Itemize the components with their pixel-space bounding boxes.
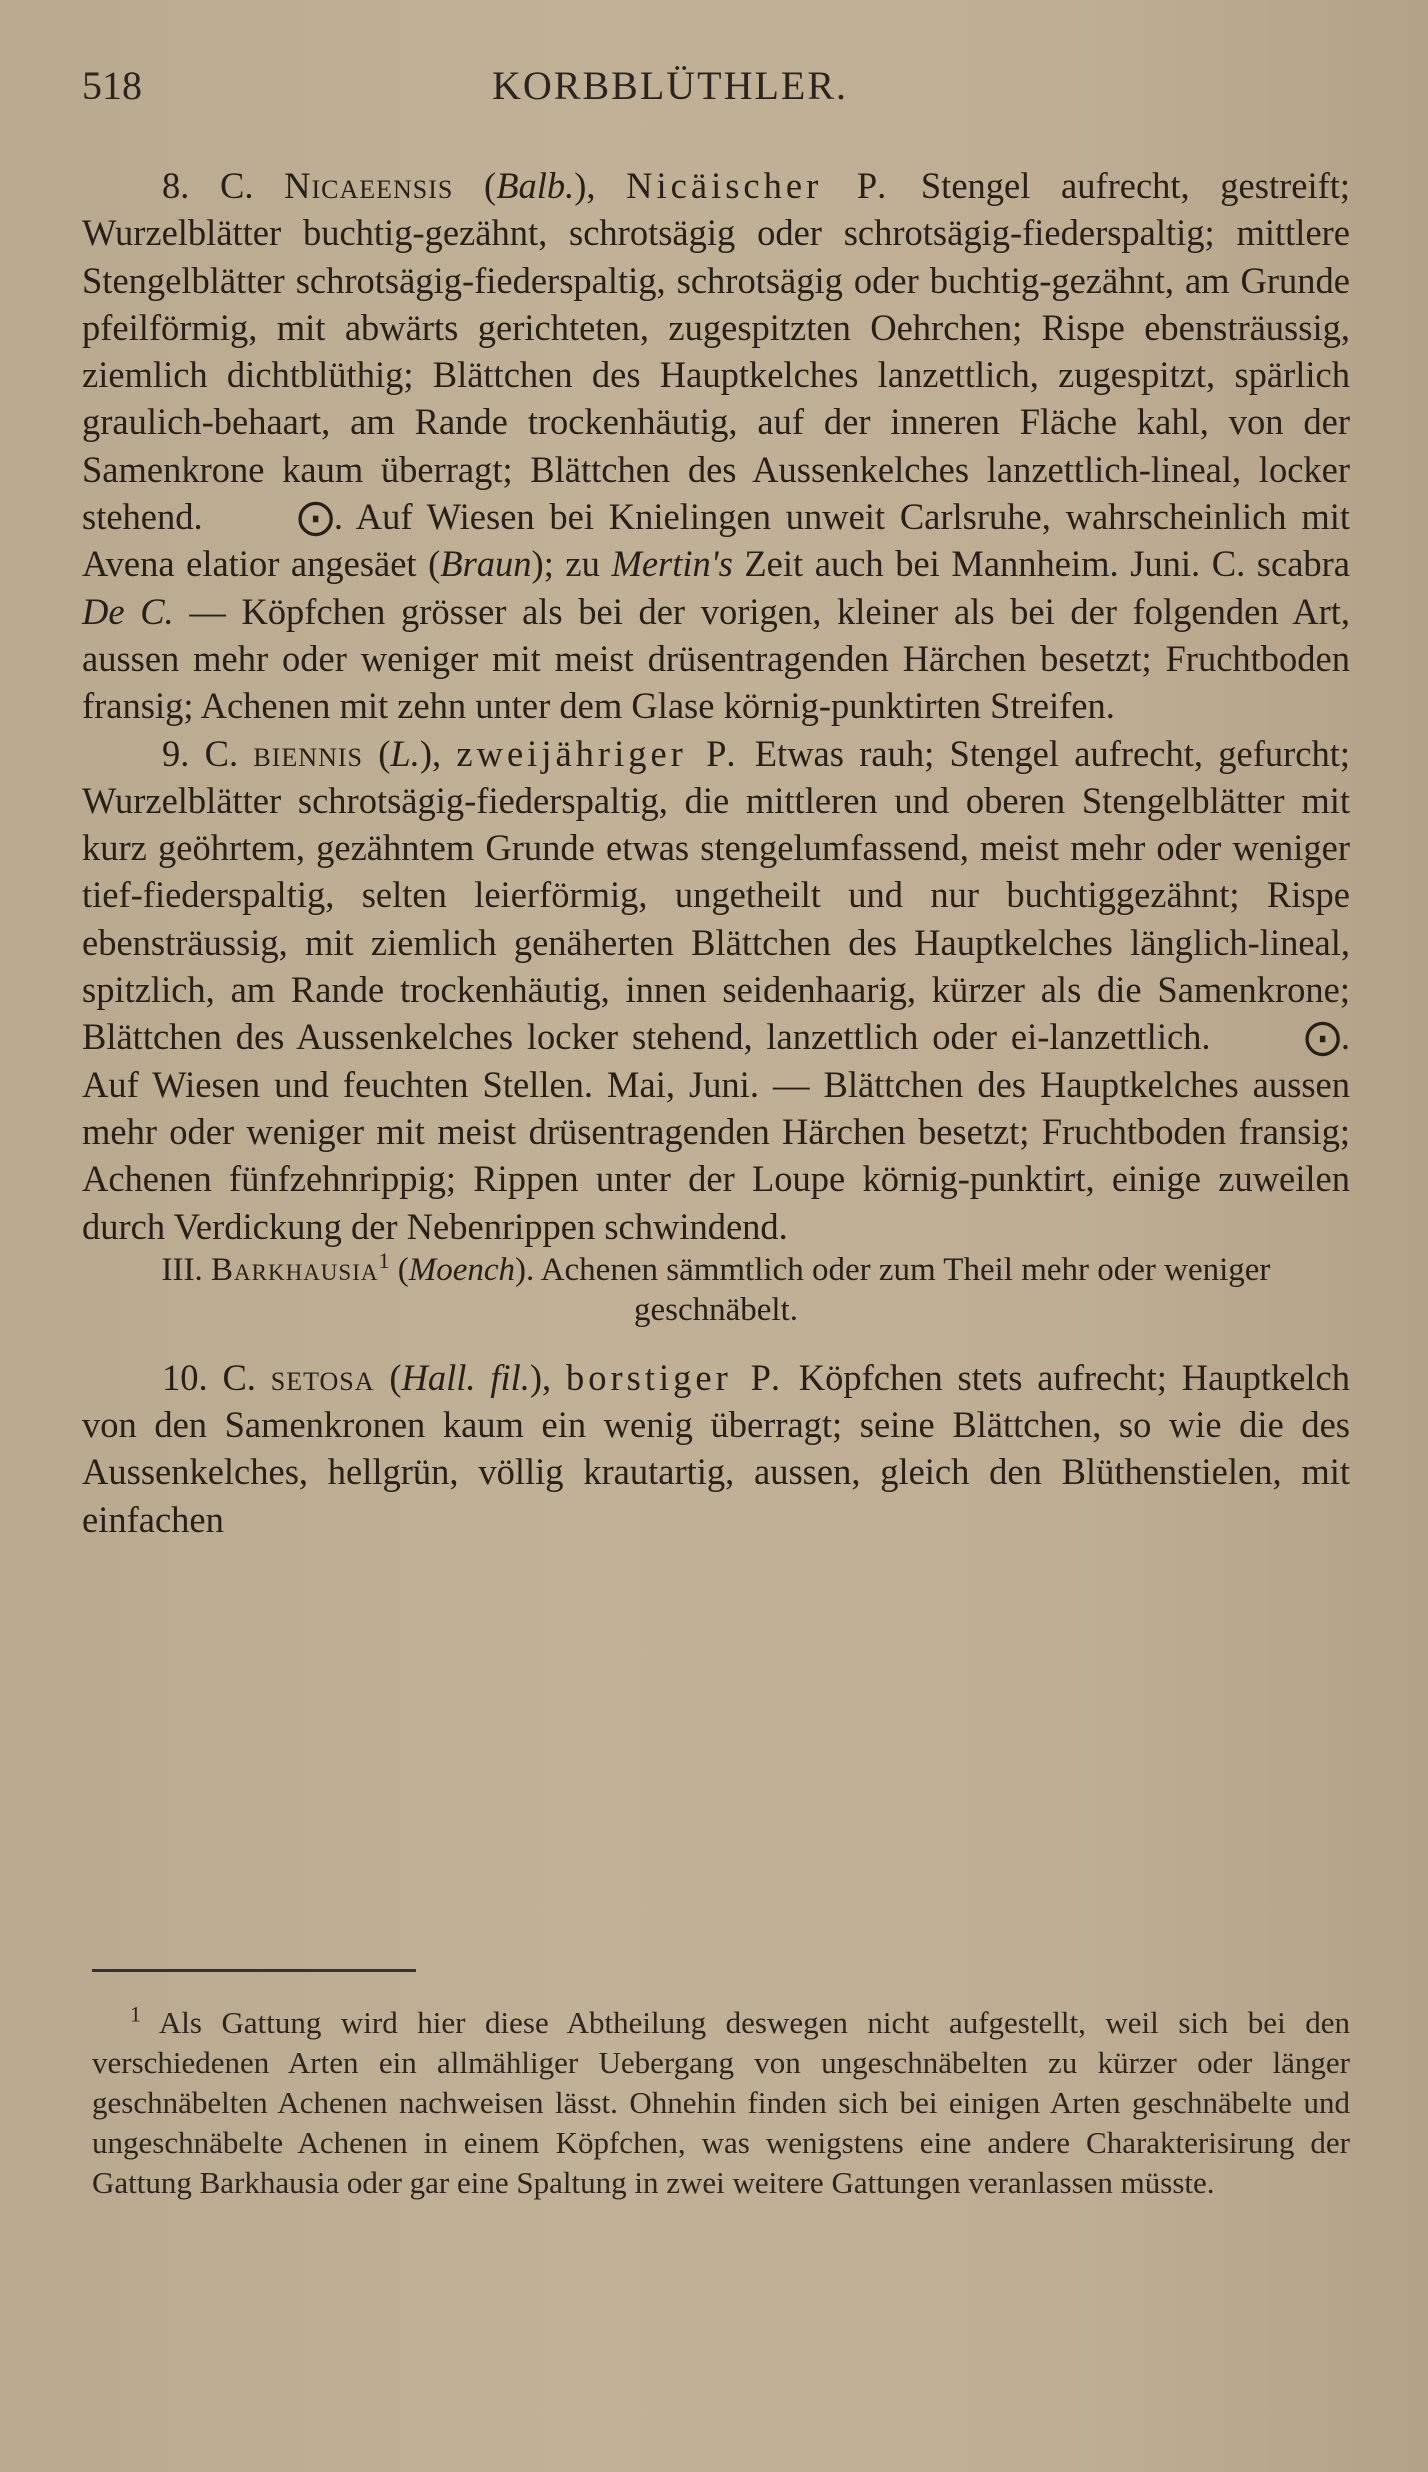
- page-header: [82, 62, 1352, 122]
- description-text: Köpfchen stets aufrecht; Hauptkelch von den Samenkronen kaum ein wenig überragt; seine Blättchen, so wie die des Aussenkelches, hellgrün, völlig krautartig, aussen, gleich den Blüthenstielen, mit einfachen: [82, 1356, 1351, 1540]
- habitat-text: . Auf Wiesen und feuchten Stellen. Mai, Juni. — Blättchen des Hauptkelches aussen mehr oder weniger mit meist drüsentragenden Härchen besetzt; Fruchtboden fransig; Achenen fünfzehnrippig; Rippen unter der Loupe körnig-punktirt, einige zuweilen durch Verdickung der Nebenrippen schwindend.: [82, 1016, 1351, 1247]
- species-entry-10: 10. C. setosa (Hall. fil.), borstiger P. Köpfchen stets aufrecht; Hauptkelch von den Samenkronen kaum ein wenig überragt; seine Blättchen, so wie die des Aussenkelches, hellgrün, völlig krautartig, aussen, gleich den Blüthenstielen, mit einfachen: [82, 1356, 1351, 1540]
- common-name: borstiger P.: [566, 1356, 784, 1398]
- habitat-text-2: ); zu: [531, 543, 600, 585]
- footnote: [92, 2003, 1350, 2203]
- footnote-divider: [92, 1969, 416, 1972]
- description-text: Etwas rauh; Stengel aufrecht, gefurcht; Wurzelblätter schrotsägig-fiederspaltig, die mittleren und oberen Stengelblätter mit kurz geöhrtem, gezähntem Grunde etwas stengelumfassend, meist mehr oder weniger tief-fiederspaltig, selten leierförmig, ungetheilt und nur buchtiggezähnt; Rispe ebensträussig, mit ziemlich genäherten Blättchen des Hauptkelches länglich-lineal, spitzlich, am Rande trockenhäutig, innen seidenhaarig, kürzer als die Samenkrone; Blättchen des Aussenkelches locker stehend, lanzettlich oder ei-lanzettlich.: [82, 732, 1350, 1058]
- species-name: biennis: [253, 732, 363, 774]
- annual-symbol-icon: ⨀: [297, 496, 334, 538]
- species-entry-8: 8. C. Nicaeensis (Balb.), Nicäischer P. Stengel aufrecht, gestreift; Wurzelblätter buchtig-gezähnt, schrotsägig oder schrotsägig-fiederspaltig; mittlere Stengelblätter schrotsägig-fiederspaltig, schrotsägig oder buchtig-gezähnt, am Grunde pfeilförmig, mit abwärts gerichteten, zugespitzten Oehrchen; Rispe ebensträussig, ziemlich dichtblüthig; Blättchen des Hauptkelches lanzettlich, zugespitzt, spärlich graulich-behaart, am Rande trockenhäutig, auf der inneren Fläche kahl, von der Samenkrone kaum überragt; Blättchen des Aussenkelches lanzettlich-lineal, locker stehend. ⨀. Auf Wiesen bei Knielingen unweit Carlsruhe, wahrscheinlich mit Avena elatior angesäet (Braun); zu Mertin's Zeit auch bei Mannheim. Juni. C. scabra De C. — Köpfchen grösser als bei der vorigen, kleiner als bei der folgenden Art, aussen mehr oder weniger mit meist drüsentragenden Härchen besetzt; Fruchtboden fransig; Achenen mit zehn unter dem Glase körnig-punktirten Streifen.: [82, 165, 1351, 727]
- reference-braun: Braun: [440, 543, 532, 585]
- habitat-text-3: Zeit auch bei Mannheim. Juni. C. scabra: [744, 543, 1351, 585]
- habitat-text: . Auf Wiesen bei Knielingen unweit Carlsruhe, wahrscheinlich mit Avena elatior angesäet (: [82, 496, 1351, 585]
- footnote-reference[interactable]: 1: [378, 1247, 390, 1273]
- section-heading: III. Barkhausia$^1$ (Moench). Achenen sämmtlich oder zum Theil mehr oder weniger geschnäbelt.: [161, 1247, 1271, 1328]
- reference-mertin: Mertin's: [611, 543, 733, 585]
- entry-number: 9. C.: [162, 732, 239, 774]
- entry-number: 10. C.: [162, 1356, 256, 1398]
- page-number: 518: [82, 63, 142, 108]
- species-author: Hall. fil.: [401, 1356, 530, 1398]
- species-name: Nicaeensis: [284, 165, 454, 206]
- running-title: KORBBLÜTHLER.: [492, 63, 848, 108]
- description-text: Stengel aufrecht, gestreift; Wurzelblätter buchtig-gezähnt, schrotsägig oder schrotsägig-fiederspaltig; mittlere Stengelblätter schrotsägig-fiederspaltig, schrotsägig oder buchtig-gezähnt, am Grunde pfeilförmig, mit abwärts gerichteten, zugespitzten Oehrchen; Rispe ebensträussig, ziemlich dichtblüthig; Blättchen des Hauptkelches lanzettlich, zugespitzt, spärlich graulich-behaart, am Rande trockenhäutig, auf der inneren Fläche kahl, von der Samenkrone kaum überragt; Blättchen des Aussenkelches lanzettlich-lineal, locker stehend.: [82, 165, 1351, 538]
- section-numeral: III.: [161, 1251, 203, 1288]
- main-text: [82, 162, 1350, 1543]
- reference-de-candolle: De C.: [82, 590, 174, 632]
- section-description: Achenen sämmtlich oder zum Theil mehr oder weniger geschnäbelt.: [540, 1251, 1271, 1328]
- species-name: setosa: [270, 1356, 375, 1398]
- species-entry-9: 9. C. biennis (L.), zweijähriger P. Etwas rauh; Stengel aufrecht, gefurcht; Wurzelblätter schrotsägig-fiederspaltig, die mittleren und oberen Stengelblätter mit kurz geöhrtem, gezähntem Grunde etwas stengelumfassend, meist mehr oder weniger tief-fiederspaltig, selten leierförmig, ungetheilt und nur buchtiggezähnt; Rispe ebensträussig, mit ziemlich genäherten Blättchen des Hauptkelches länglich-lineal, spitzlich, am Rande trockenhäutig, innen seidenhaarig, kürzer als die Samenkrone; Blättchen des Aussenkelches locker stehend, lanzettlich oder ei-lanzettlich. ⨀. Auf Wiesen und feuchten Stellen. Mai, Juni. — Blättchen des Hauptkelches aussen mehr oder weniger mit meist drüsentragenden Härchen besetzt; Fruchtboden fransig; Achenen fünfzehnrippig; Rippen unter der Loupe körnig-punktirt, einige zuweilen durch Verdickung der Nebenrippen schwindend.: [82, 732, 1351, 1247]
- species-author: Balb.: [496, 165, 575, 206]
- common-name: Nicäischer P.: [626, 165, 891, 206]
- section-author: Moench: [408, 1251, 516, 1288]
- common-name: zweijähriger P.: [456, 732, 740, 774]
- entry-number: 8. C.: [162, 165, 254, 206]
- footnote-text: Als Gattung wird hier diese Abtheilung deswegen nicht aufgestellt, weil sich bei den verschiedenen Arten ein allmähliger Uebergang von ungeschnäbelten zu kürzer oder länger geschnäbelten Achenen nachweisen lässt. Ohnehin finden sich bei einigen Arten geschnäbelte und ungeschnäbelte Achenen in einem Köpfchen, was wenigstens eine andere Charakterisirung der Gattung Barkhausia oder gar eine Spaltung in zwei weitere Gattungen veranlassen müsste.: [92, 2005, 1350, 2200]
- footnote-marker: 1: [130, 2001, 141, 2027]
- notes-text: — Köpfchen grösser als bei der vorigen, kleiner als bei der folgenden Art, aussen mehr oder weniger mit meist drüsentragenden Härchen besetzt; Fruchtboden fransig; Achenen mit zehn unter dem Glase körnig-punktirten Streifen.: [82, 590, 1350, 727]
- biennial-symbol-icon: ⨀: [1304, 1016, 1341, 1058]
- section-name: Barkhausia: [211, 1251, 379, 1288]
- species-author: L.: [390, 732, 420, 774]
